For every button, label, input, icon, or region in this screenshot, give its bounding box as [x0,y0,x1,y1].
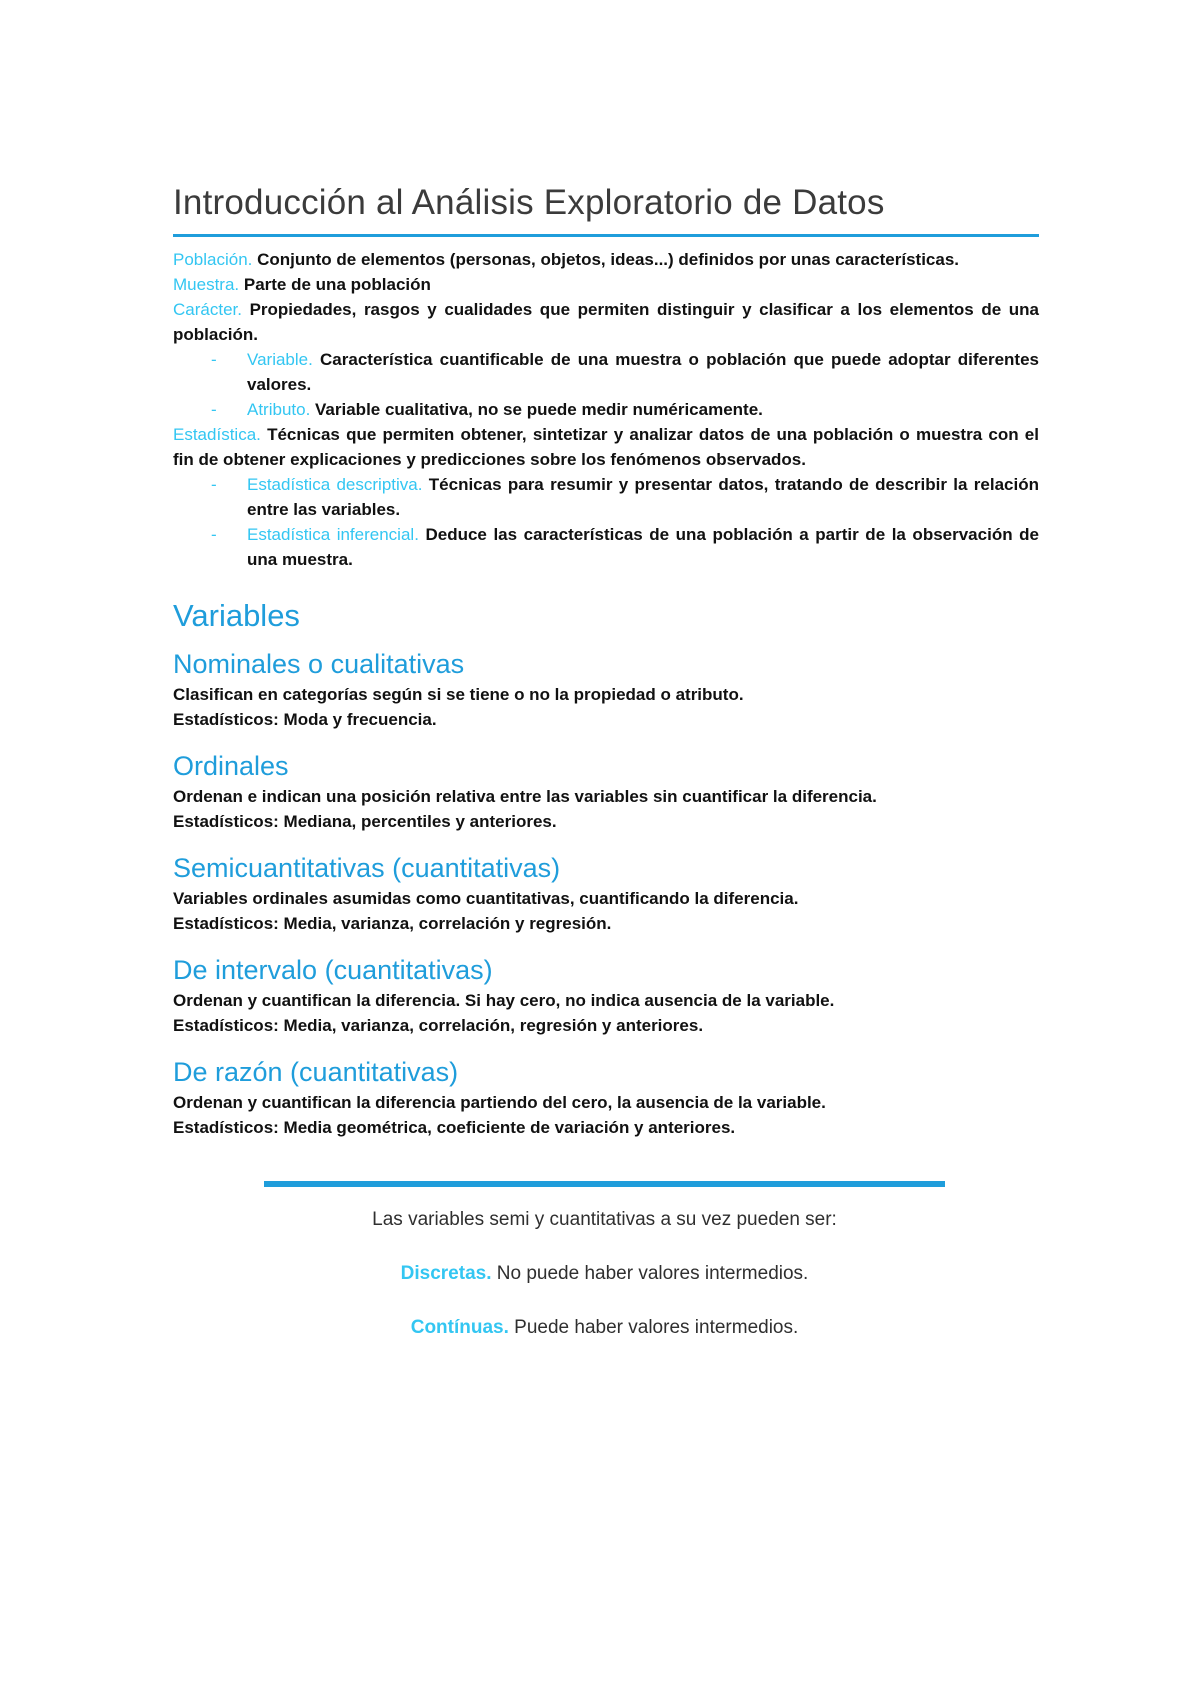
list-item [173,397,1039,422]
document-content [173,178,1039,1140]
bullet-dash: - [211,350,217,369]
bullet-text [247,347,1039,397]
callout-intro: Las variables semi y cuantitativas a su vez pueden ser: [372,1209,837,1230]
list-item [173,522,1039,572]
term-label: Muestra. [173,275,240,294]
definition-text: Técnicas para resumir y presentar datos, tratando de describir la relación entre las variables. [247,475,1039,519]
section-heading: De intervalo (cuantitativas) [173,955,493,985]
term-label: Estadística. [173,425,261,444]
term-label: Discretas. [400,1263,492,1284]
list-item [173,472,1039,522]
section-heading: Semicuantitativas (cuantitativas) [173,853,561,883]
variables-heading: Variables [173,598,300,633]
bullet-dash: - [211,475,217,494]
bullet-text [247,472,1039,522]
page-title: Introducción al Análisis Exploratorio de Datos [173,178,1039,237]
definition-text: Técnicas que permiten obtener, sintetizar y analizar datos de una población o muestra con el fin de obtener explicaciones y predicciones sobre los fenómenos observados. [173,425,1039,469]
section-description: Ordenan y cuantifican la diferencia partiendo del cero, la ausencia de la variable. [173,1093,826,1112]
definition-text: Deduce las características de una población a partir de la observación de una muestra. [247,525,1039,569]
term-label: Carácter. [173,300,242,319]
definition-estadistica [173,422,1039,472]
definition-text: Conjunto de elementos (personas, objetos, ideas...) definidos por unas características. [252,250,960,269]
bullet-text [247,522,1039,572]
section-description: Clasifican en categorías según si se tiene o no la propiedad o atributo. [173,685,744,704]
list-item [173,347,1039,397]
section-statistics: Estadísticos: Media geométrica, coeficiente de variación y anteriores. [173,1118,736,1137]
definition-caracter [173,297,1039,347]
callout-text: Puede haber valores intermedios. [508,1317,799,1338]
bullet-dash: - [211,400,217,419]
callout-item-discretas [264,1261,945,1287]
section-statistics: Estadísticos: Media, varianza, correlación, regresión y anteriores. [173,1016,704,1035]
section-heading: De razón (cuantitativas) [173,1057,459,1087]
term-label: Estadística descriptiva. [247,475,423,494]
term-label: Atributo. [247,400,311,419]
definition-text: Parte de una población [239,275,431,294]
callout-box [264,1181,945,1369]
definition-text: Variable cualitativa, no se puede medir numéricamente. [310,400,763,419]
section-description: Variables ordinales asumidas como cuantitativas, cuantificando la diferencia. [173,889,799,908]
term-label: Población. [173,250,253,269]
definition-text: Característica cuantificable de una muestra o población que puede adoptar diferentes valores. [247,350,1039,394]
section-heading: Nominales o cualitativas [173,649,465,679]
bullet-text [247,397,1039,422]
section-statistics: Estadísticos: Moda y frecuencia. [173,710,437,729]
definition-muestra [173,272,1039,297]
callout-rule [264,1181,945,1187]
section-statistics: Estadísticos: Mediana, percentiles y anteriores. [173,812,557,831]
section-heading: Ordinales [173,751,289,781]
definition-poblacion [173,247,1039,272]
callout-text: No puede haber valores intermedios. [491,1263,809,1284]
section-description: Ordenan y cuantifican la diferencia. Si hay cero, no indica ausencia de la variable. [173,991,835,1010]
callout-item-continuas [264,1315,945,1341]
section-statistics: Estadísticos: Media, varianza, correlación y regresión. [173,914,612,933]
term-label: Contínuas. [410,1317,509,1338]
bullet-dash: - [211,525,217,544]
section-description: Ordenan e indican una posición relativa entre las variables sin cuantificar la diferencia. [173,787,877,806]
term-label: Variable. [247,350,313,369]
term-label: Estadística inferencial. [247,525,419,544]
definition-text: Propiedades, rasgos y cualidades que permiten distinguir y clasificar a los elementos de una población. [173,300,1039,344]
